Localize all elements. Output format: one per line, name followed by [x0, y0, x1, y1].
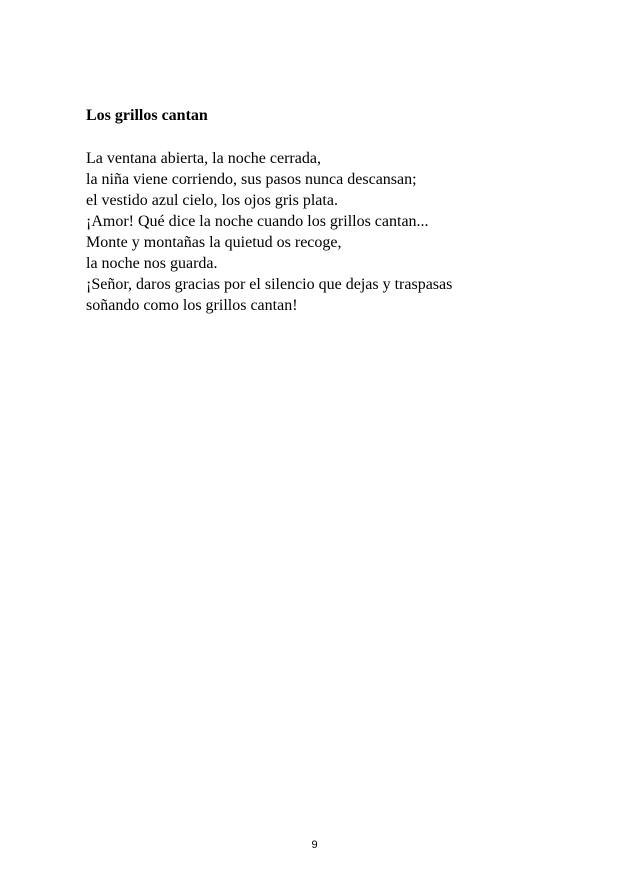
poem-line-4: ¡Amor! Qué dice la noche cuando los grillos cantan... [86, 213, 429, 230]
poem-line-3: el vestido azul cielo, los ojos gris plata. [86, 192, 338, 209]
poem-line-6: la noche nos guarda. [86, 255, 218, 272]
poem-line-5: Monte y montañas la quietud os recoge, [86, 234, 342, 251]
poem-title: Los grillos cantan [86, 107, 208, 124]
poem-line-7: ¡Señor, daros gracias por el silencio que dejas y traspasas [86, 276, 453, 293]
poem-line-2: la niña viene corriendo, sus pasos nunca descansan; [86, 171, 417, 188]
poem-body [86, 148, 452, 316]
poem-line-1: La ventana abierta, la noche cerrada, [86, 150, 321, 167]
page-number: 9 [311, 839, 318, 851]
poem-line-8: soñando como los grillos cantan! [86, 297, 298, 314]
